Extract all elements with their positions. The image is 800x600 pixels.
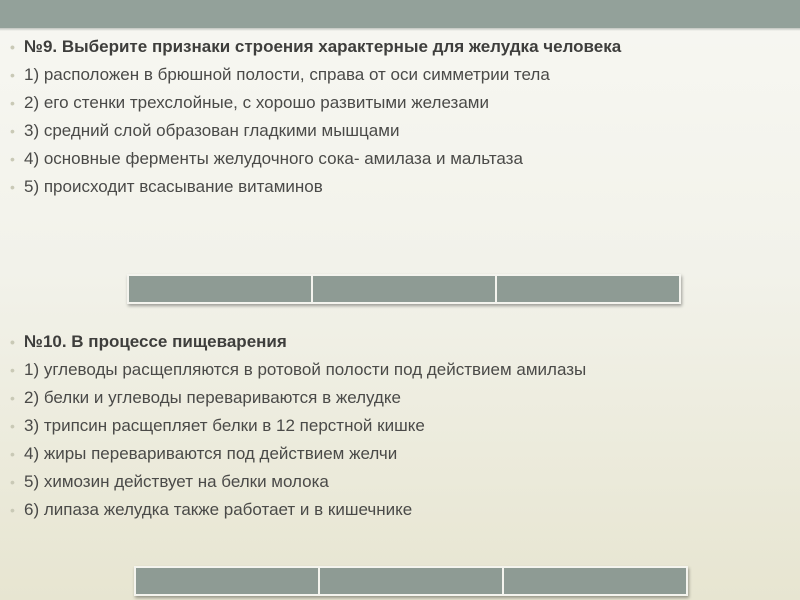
bullet-icon: • <box>10 334 15 350</box>
answer-table-10 <box>134 566 688 596</box>
answer-cell[interactable] <box>312 275 496 303</box>
question-10-option-3: • 3) трипсин расщепляет белки в 12 перстной кишке <box>10 412 790 440</box>
answer-cell[interactable] <box>319 567 503 595</box>
bullet-icon: • <box>10 474 15 490</box>
bullet-icon: • <box>10 123 15 139</box>
question-9-title: • №9. Выберите признаки строения характерные для желудка человека <box>10 33 790 61</box>
question-9-block <box>10 33 790 201</box>
question-10-option-5: • 5) химозин действует на белки молока <box>10 468 790 496</box>
question-10-option-2: • 2) белки и углеводы перевариваются в желудке <box>10 384 790 412</box>
answer-cell[interactable] <box>128 275 312 303</box>
bullet-icon: • <box>10 95 15 111</box>
question-10-title: • №10. В процессе пищеварения <box>10 328 790 356</box>
bullet-icon: • <box>10 418 15 434</box>
question-9-option-1: • 1) расположен в брюшной полости, справа от оси симметрии тела <box>10 61 790 89</box>
bullet-icon: • <box>10 39 15 55</box>
question-9-option-5: • 5) происходит всасывание витаминов <box>10 173 790 201</box>
bullet-icon: • <box>10 446 15 462</box>
bullet-icon: • <box>10 362 15 378</box>
bullet-icon: • <box>10 151 15 167</box>
header-band <box>0 0 800 28</box>
question-10-block <box>10 328 790 524</box>
bullet-icon: • <box>10 179 15 195</box>
bullet-icon: • <box>10 502 15 518</box>
question-9-option-4: • 4) основные ферменты желудочного сока- амилаза и мальтаза <box>10 145 790 173</box>
question-10-option-6: • 6) липаза желудка также работает и в кишечнике <box>10 496 790 524</box>
answer-cell[interactable] <box>135 567 319 595</box>
answer-cell[interactable] <box>496 275 680 303</box>
answer-table-9 <box>127 274 681 304</box>
answer-cell[interactable] <box>503 567 687 595</box>
bullet-icon: • <box>10 390 15 406</box>
question-9-option-2: • 2) его стенки трехслойные, с хорошо развитыми железами <box>10 89 790 117</box>
question-9-option-3: • 3) средний слой образован гладкими мышцами <box>10 117 790 145</box>
question-10-option-1: • 1) углеводы расщепляются в ротовой полости под действием амилазы <box>10 356 790 384</box>
bullet-icon: • <box>10 67 15 83</box>
question-10-option-4: • 4) жиры перевариваются под действием желчи <box>10 440 790 468</box>
